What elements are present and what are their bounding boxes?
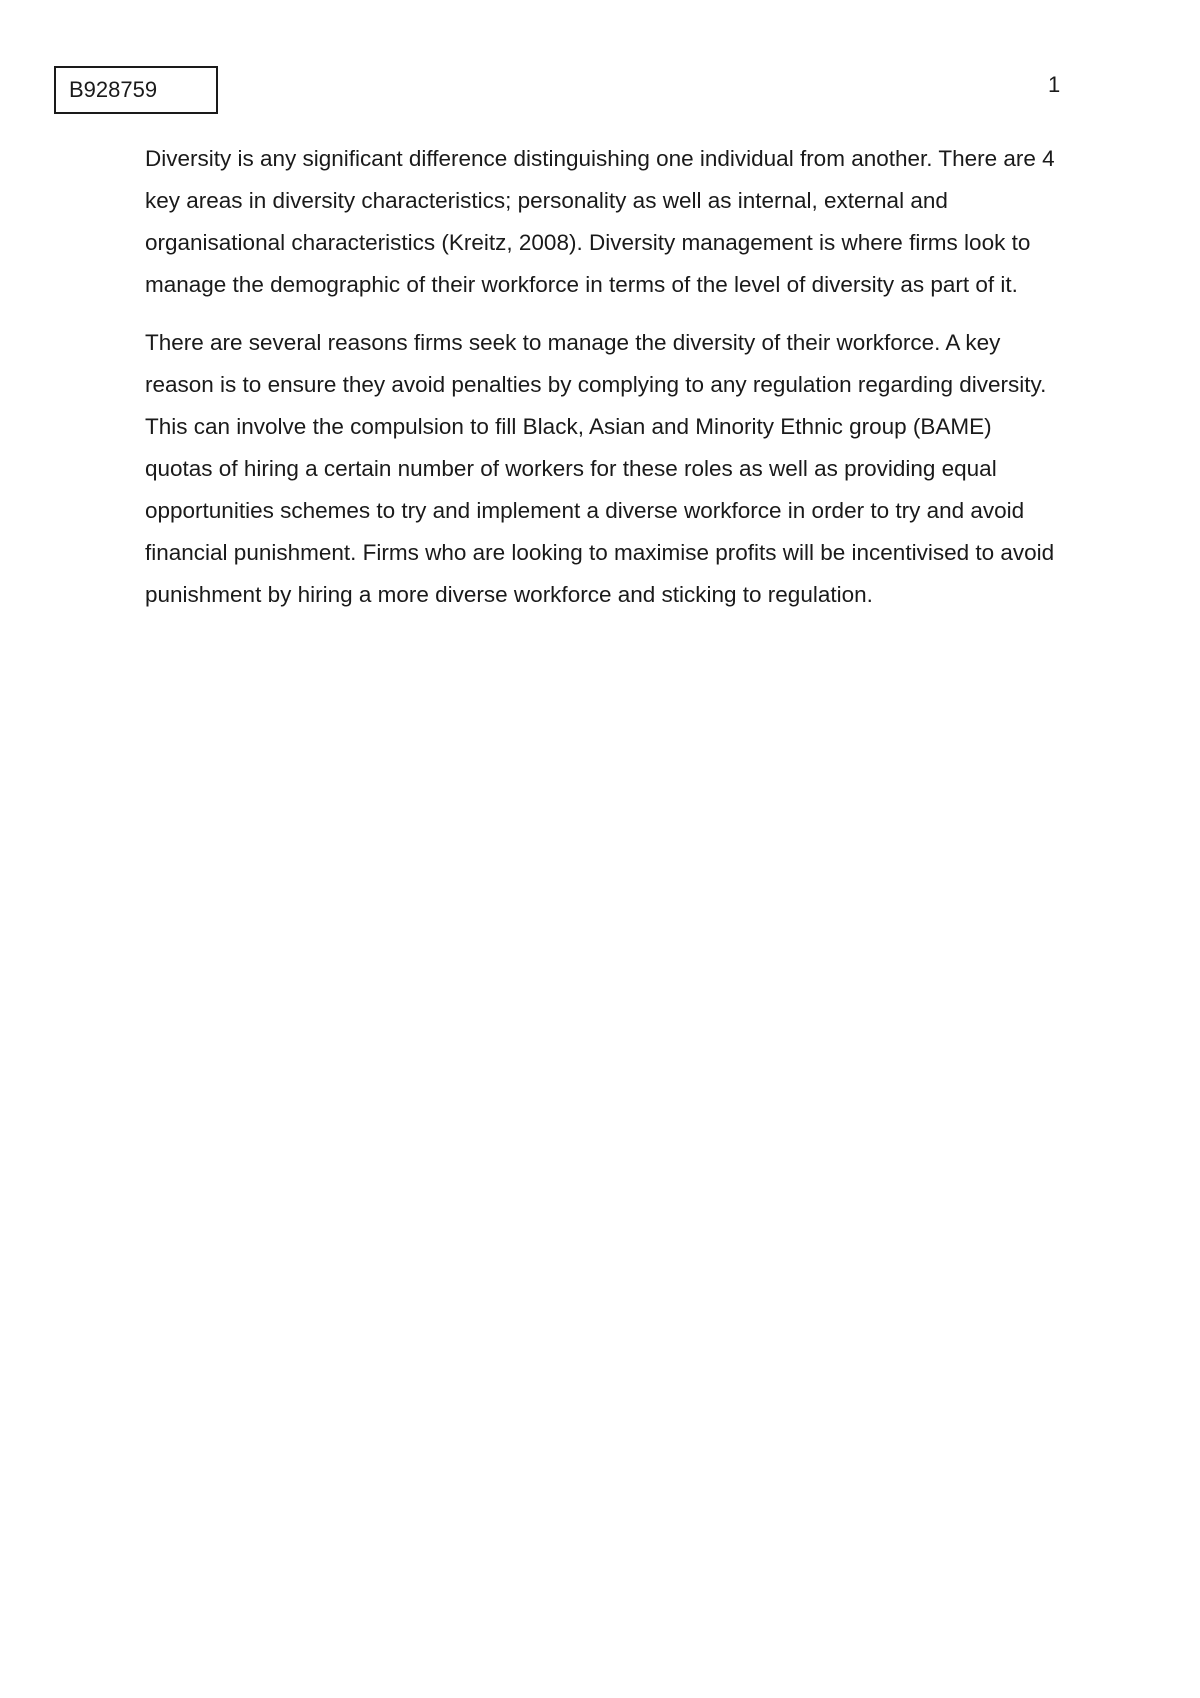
document-body — [145, 138, 1065, 632]
paragraph-1: Diversity is any significant difference distinguishing one individual from another. There are 4 key areas in diversity characteristics; personality as well as internal, external and organisational characteristics (Kreitz, 2008). Diversity management is where firms look to manage the demographic of their workforce in terms of the level of diversity as part of it. — [145, 146, 1055, 297]
page-number: 1 — [1048, 72, 1061, 97]
student-id-box: B928759 — [54, 66, 218, 114]
paragraph-2: There are several reasons firms seek to manage the diversity of their workforce. A key reason is to ensure they avoid penalties by complying to any regulation regarding diversity. This can involve the compulsion to fill Black, Asian and Minority Ethnic group (BAME) quotas of hiring a certain number of workers for these roles as well as providing equal opportunities schemes to try and implement a diverse workforce in order to try and avoid financial punishment. Firms who are looking to maximise profits will be incentivised to avoid punishment by hiring a more diverse workforce and sticking to regulation. — [145, 330, 1055, 607]
